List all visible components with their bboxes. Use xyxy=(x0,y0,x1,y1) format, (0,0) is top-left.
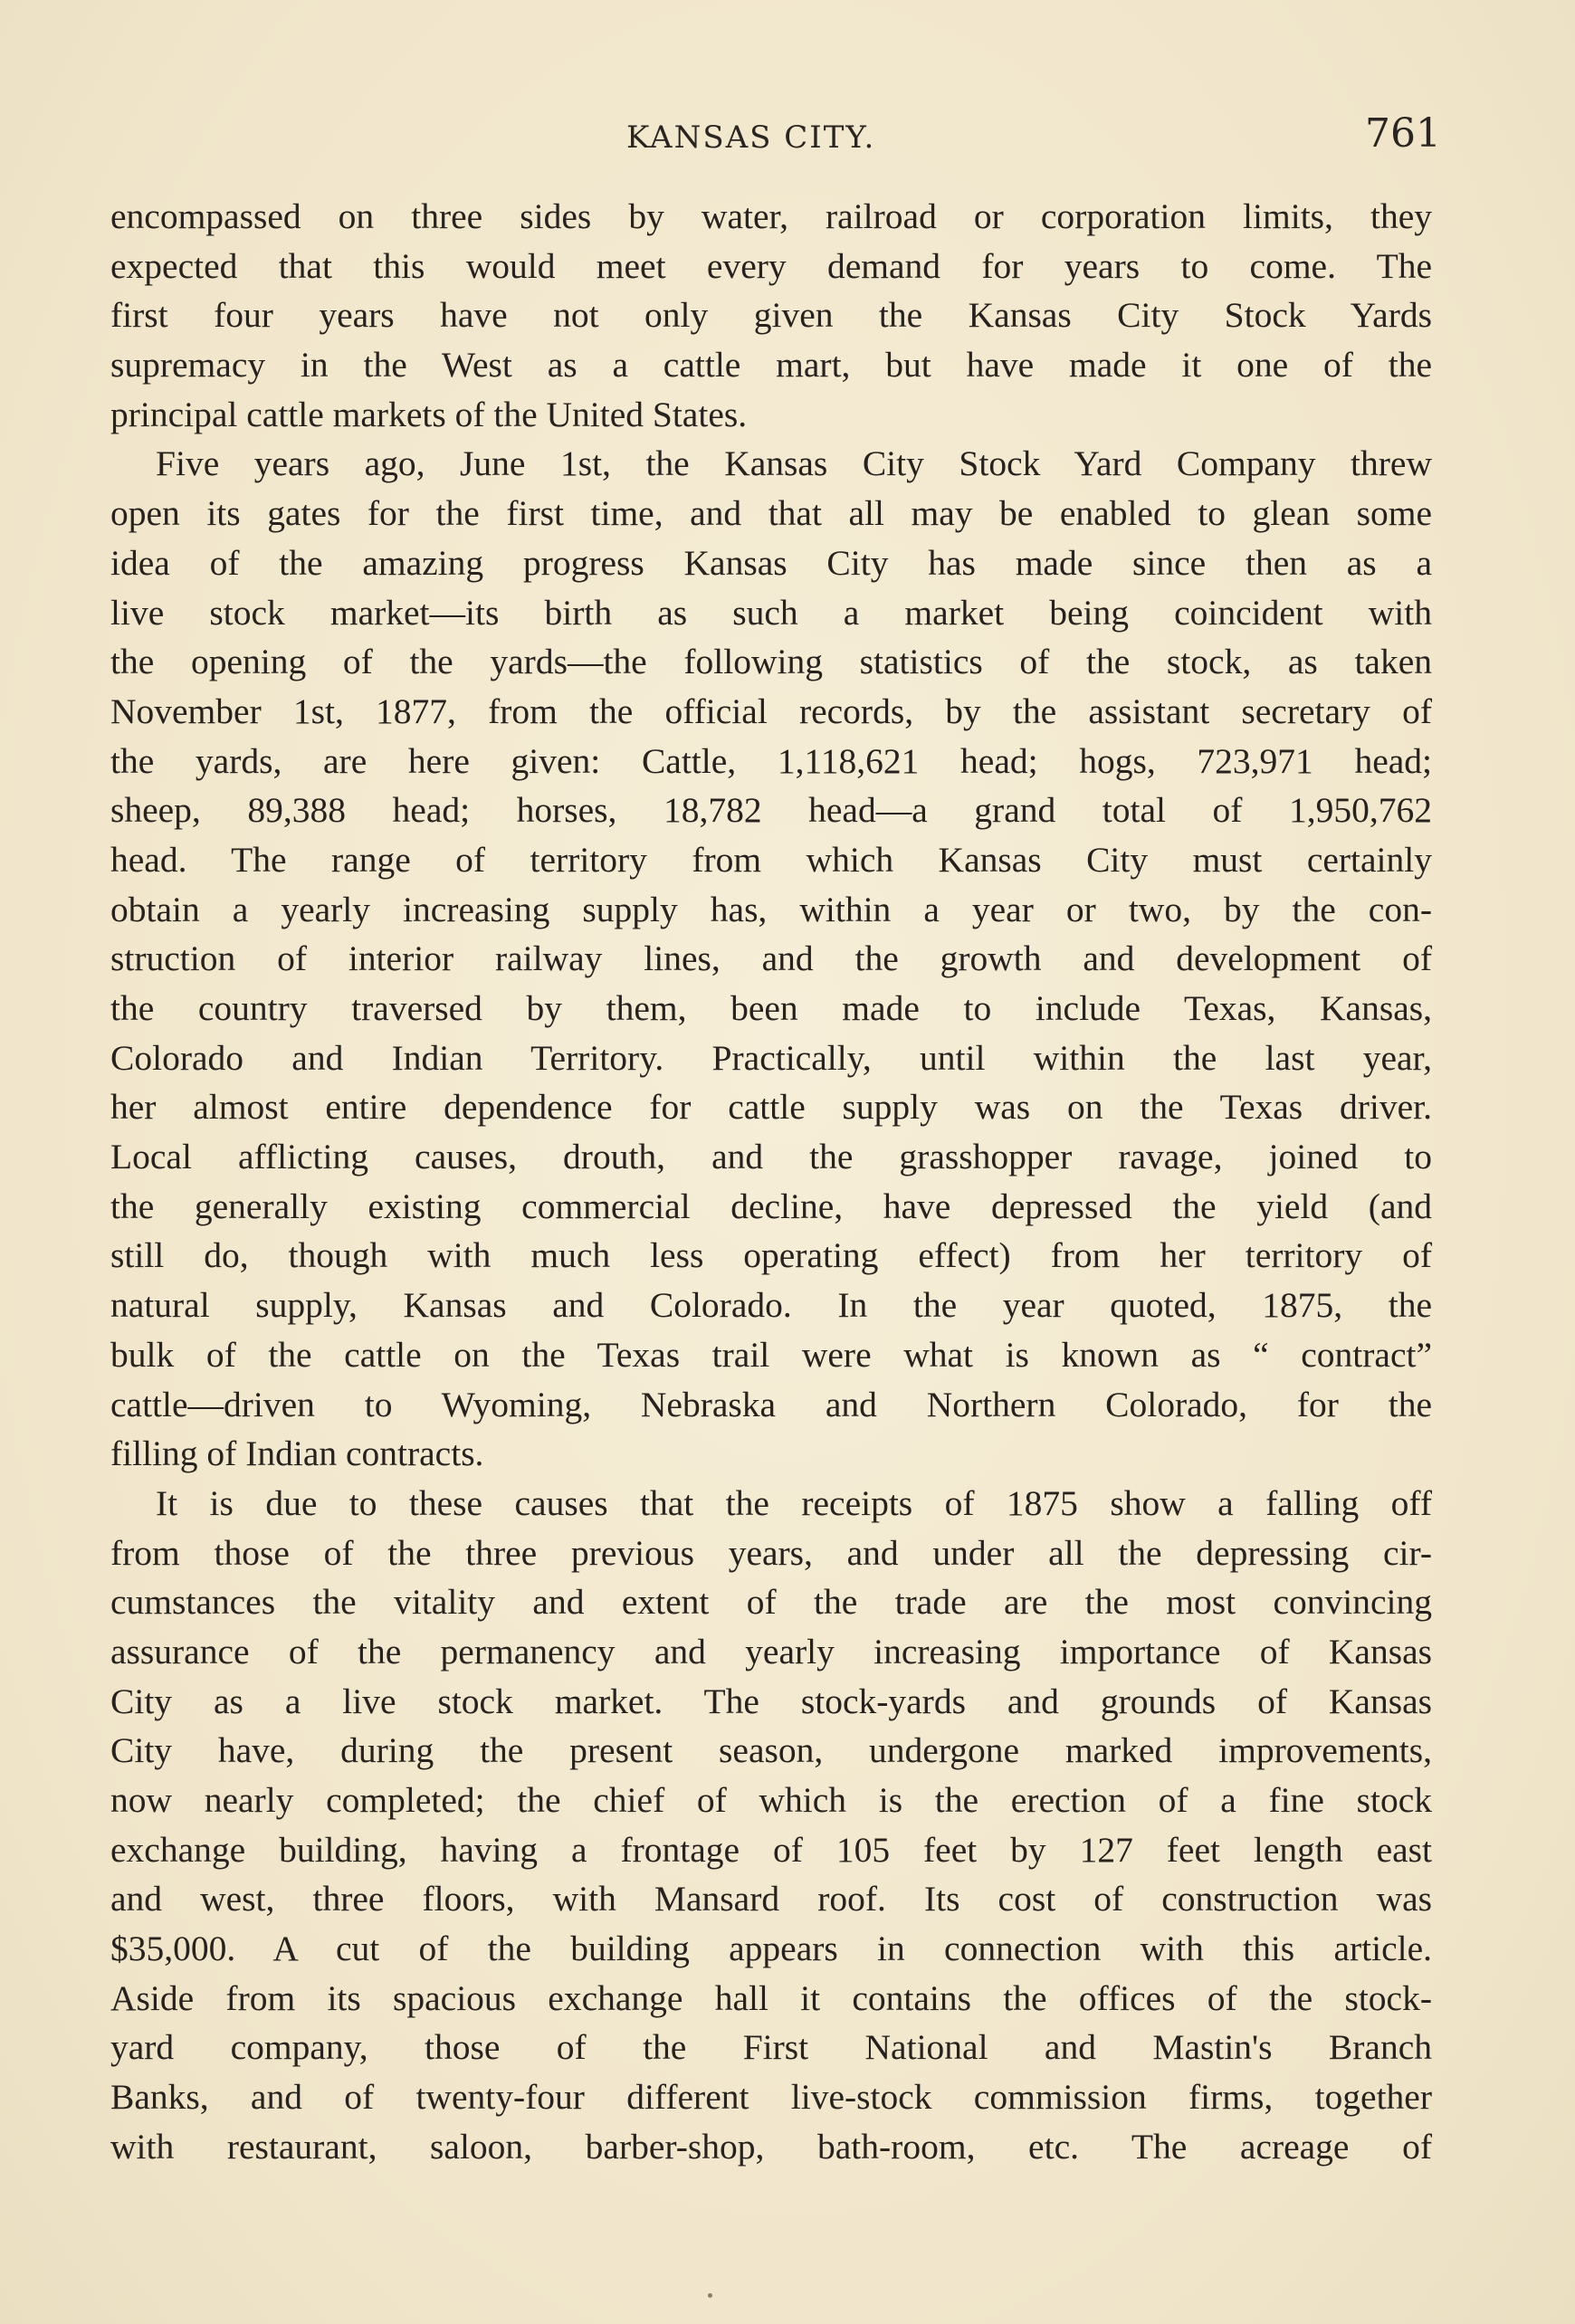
text-line: now nearly completed; the chief of which is the erection of a fine stock xyxy=(110,1780,1432,1820)
text-line: yard company, those of the First National and Mastin's Branch xyxy=(110,2027,1432,2068)
text-line: sheep, 89,388 head; horses, 18,782 head—a grand total of 1,950,762 xyxy=(110,790,1432,831)
text-line: head. The range of territory from which Kansas City must certainly xyxy=(110,839,1432,880)
text-line: Local afflicting causes, drouth, and the grasshopper ravage, joined to xyxy=(110,1137,1432,1177)
text-line: the opening of the yards—the following statistics of the stock, as taken xyxy=(110,642,1432,682)
text-line: the generally existing commercial decline, have depressed the yield (and xyxy=(110,1186,1432,1226)
text-line: City as a live stock market. The stock-yards and grounds of Kansas xyxy=(110,1681,1432,1721)
text-line: City have, during the present season, undergone marked improvements, xyxy=(110,1730,1432,1771)
text-line: supremacy in the West as a cattle mart, but have made it one of the xyxy=(110,345,1432,386)
text-line: obtain a yearly increasing supply has, within a year or two, by the con- xyxy=(110,889,1432,929)
text-line: her almost entire dependence for cattle supply was on the Texas driver. xyxy=(110,1087,1432,1128)
text-line: principal cattle markets of the United States. xyxy=(110,394,748,434)
page-number: 761 xyxy=(1365,110,1441,157)
text-line: expected that this would meet every demand for years to come. The xyxy=(110,245,1432,286)
ink-speck xyxy=(708,2293,712,2298)
text-line: $35,000. A cut of the building appears in connection with this article. xyxy=(110,1929,1432,1969)
text-line: first four years have not only given the Kansas City Stock Yards xyxy=(110,295,1432,336)
text-line: cattle—driven to Wyoming, Nebraska and Northern Colorado, for the xyxy=(110,1384,1432,1424)
text-line: filling of Indian contracts. xyxy=(110,1433,484,1474)
text-line: exchange building, having a frontage of 105 feet by 127 feet length east xyxy=(110,1829,1432,1870)
text-line: idea of the amazing progress Kansas City has made since then as a xyxy=(110,542,1432,583)
body-text xyxy=(110,192,1432,2172)
text-line: Banks, and of twenty-four different live-stock commission firms, together xyxy=(110,2077,1432,2118)
text-line: the yards, are here given: Cattle, 1,118,621 head; hogs, 723,971 head; xyxy=(110,740,1432,781)
text-line: Aside from its spacious exchange hall it contains the offices of the stock- xyxy=(110,1977,1432,2018)
text-line: natural supply, Kansas and Colorado. In the year quoted, 1875, the xyxy=(110,1285,1432,1326)
running-head xyxy=(0,107,1575,161)
running-title: KANSAS CITY. xyxy=(626,119,876,156)
paragraph-start-line: It is due to these causes that the receipts of 1875 show a falling off xyxy=(156,1482,1432,1523)
text-line: Colorado and Indian Territory. Practically, until within the last year, xyxy=(110,1037,1432,1078)
text-line: from those of the three previous years, and under all the depressing cir- xyxy=(110,1532,1432,1573)
text-line: with restaurant, saloon, barber-shop, bath-room, etc. The acreage of xyxy=(110,2126,1432,2167)
text-line: still do, though with much less operating effect) from her territory of xyxy=(110,1235,1432,1276)
text-line: November 1st, 1877, from the official records, by the assistant secretary of xyxy=(110,691,1432,731)
text-line: encompassed on three sides by water, railroad or corporation limits, they xyxy=(110,196,1432,236)
text-line: struction of interior railway lines, and the growth and development of xyxy=(110,938,1432,979)
text-line: and west, three floors, with Mansard roof. Its cost of construction was xyxy=(110,1879,1432,1919)
text-line: open its gates for the first time, and that all may be enabled to glean some xyxy=(110,493,1432,534)
text-line: the country traversed by them, been made to include Texas, Kansas, xyxy=(110,988,1432,1028)
text-line: cumstances the vitality and extent of the trade are the most convincing xyxy=(110,1582,1432,1623)
text-line: assurance of the permanency and yearly increasing importance of Kansas xyxy=(110,1631,1432,1672)
text-line: bulk of the cattle on the Texas trail were what is known as “ contract” xyxy=(110,1334,1432,1375)
text-line: live stock market—its birth as such a market being coincident with xyxy=(110,592,1432,633)
paragraph-start-line: Five years ago, June 1st, the Kansas City Stock Yard Company threw xyxy=(156,443,1432,484)
